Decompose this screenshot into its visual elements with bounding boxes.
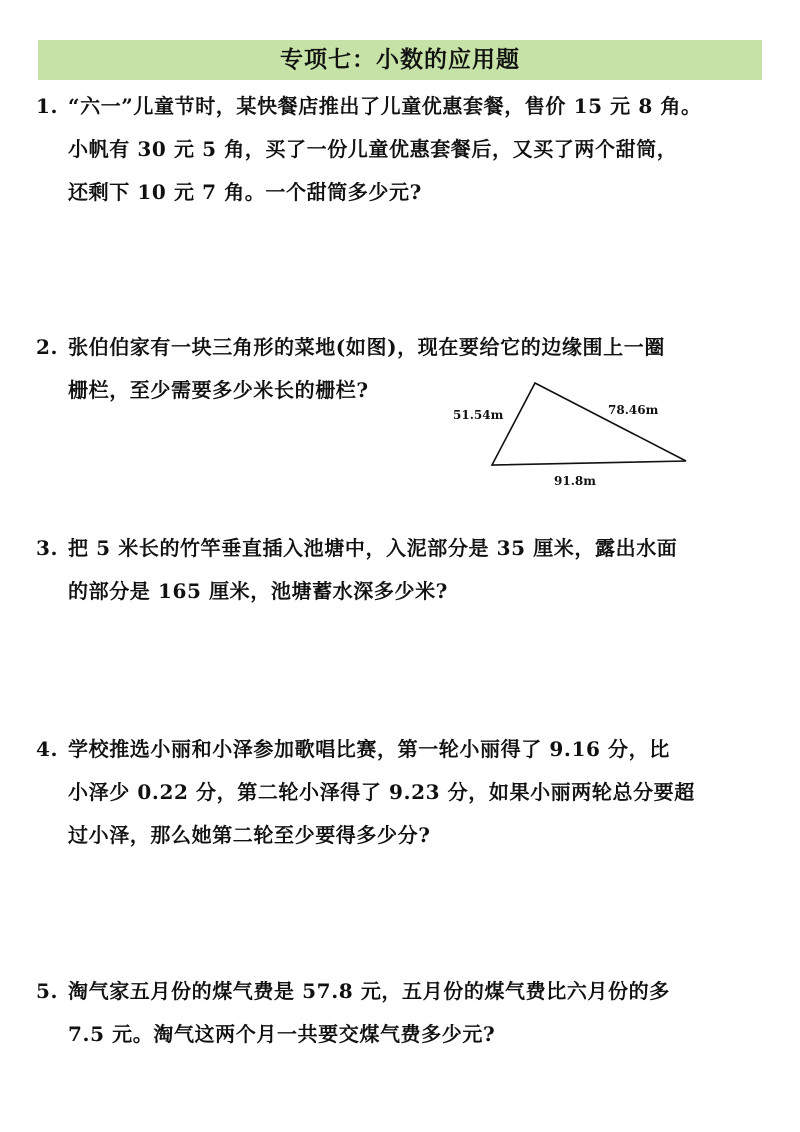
question-text: 学校推选小丽和小泽参加歌唱比赛，第一轮小丽得了 9.16 分，比 xyxy=(68,737,670,761)
question-text: 小泽少 0.22 分，第二轮小泽得了 9.23 分，如果小丽两轮总分要超 xyxy=(68,780,695,804)
question-text: 还剩下 10 元 7 角。一个甜筒多少元? xyxy=(68,180,422,204)
question-line xyxy=(36,570,766,613)
question-line xyxy=(36,970,766,1013)
question-line xyxy=(36,814,766,857)
question-number: 3. xyxy=(36,536,59,560)
question-5 xyxy=(36,970,766,1056)
question-1 xyxy=(36,85,766,214)
question-text: 小帆有 30 元 5 角，买了一份儿童优惠套餐后，又买了两个甜筒， xyxy=(68,137,678,161)
question-text: 淘气家五月份的煤气费是 57.8 元，五月份的煤气费比六月份的多 xyxy=(68,979,670,1003)
question-number: 5. xyxy=(36,979,59,1003)
question-line xyxy=(36,128,766,171)
question-line xyxy=(36,527,766,570)
question-line xyxy=(36,771,766,814)
question-text: 张伯伯家有一块三角形的菜地(如图)，现在要给它的边缘围上一圈 xyxy=(68,335,665,359)
question-number: 1. xyxy=(36,94,59,118)
question-text: “六一”儿童节时，某快餐店推出了儿童优惠套餐，售价 15 元 8 角。 xyxy=(68,94,702,118)
question-text: 7.5 元。淘气这两个月一共要交煤气费多少元? xyxy=(68,1022,496,1046)
question-line xyxy=(36,1013,766,1056)
question-text: 把 5 米长的竹竿垂直插入池塘中，入泥部分是 35 厘米，露出水面 xyxy=(68,536,678,560)
title-bar xyxy=(38,40,762,80)
side-label-right: 78.46m xyxy=(608,403,659,417)
question-line xyxy=(36,171,766,214)
question-number: 2. xyxy=(36,335,59,359)
question-4 xyxy=(36,728,766,857)
page-title: 专项七：小数的应用题 xyxy=(280,46,520,73)
question-line xyxy=(36,728,766,771)
side-label-left: 51.54m xyxy=(453,408,504,422)
question-text: 的部分是 165 厘米，池塘蓄水深多少米? xyxy=(68,579,448,603)
question-line xyxy=(36,85,766,128)
question-text: 过小泽，那么她第二轮至少要得多少分? xyxy=(68,823,431,847)
question-line xyxy=(36,326,766,369)
question-text: 栅栏，至少需要多少米长的栅栏? xyxy=(68,378,369,402)
triangle-shape xyxy=(492,383,686,465)
side-label-bottom: 91.8m xyxy=(554,474,596,488)
triangle-figure xyxy=(440,375,710,495)
question-3 xyxy=(36,527,766,613)
question-number: 4. xyxy=(36,737,59,761)
